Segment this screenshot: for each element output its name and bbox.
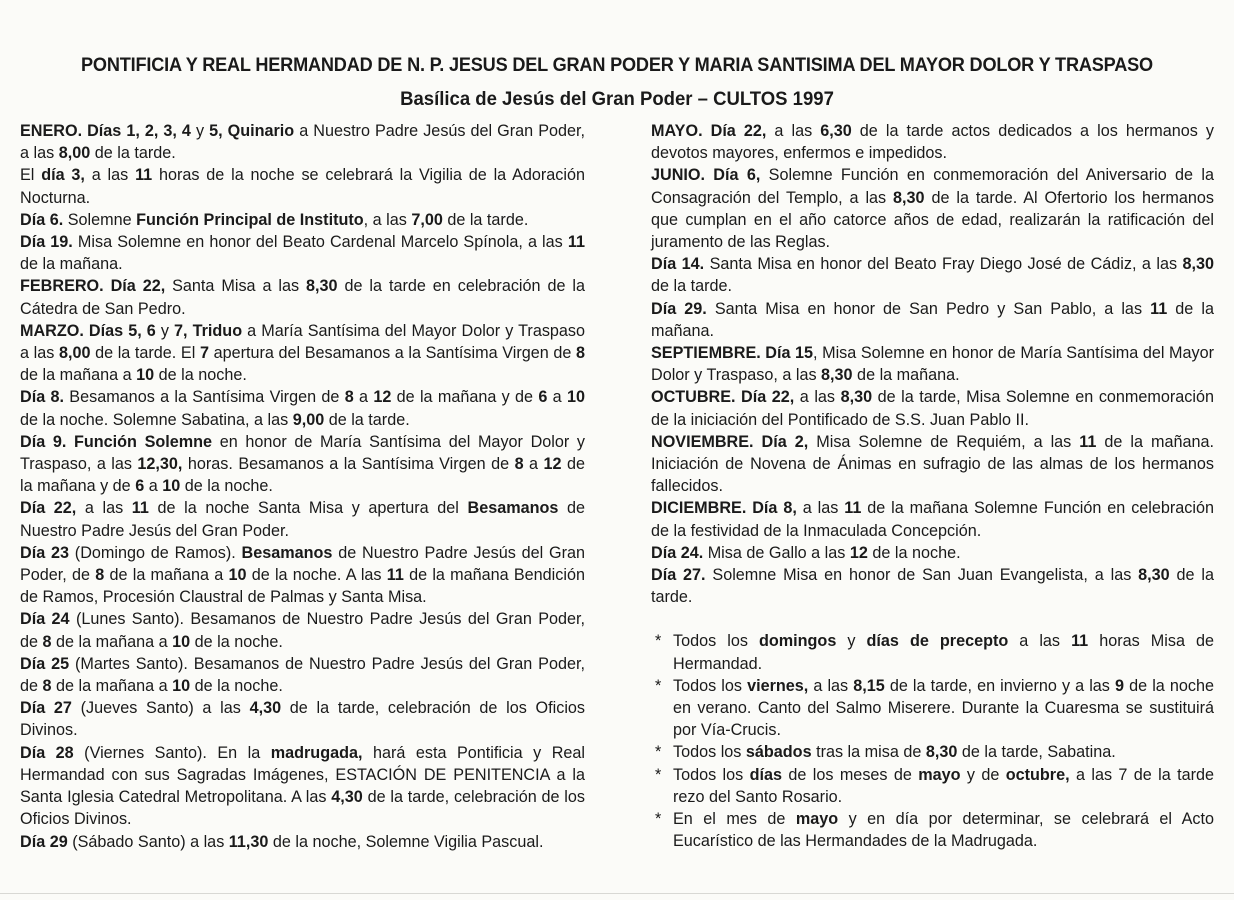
emphasis-text: días de precepto: [866, 632, 1009, 651]
body-text: Todos los: [673, 632, 759, 651]
emphasis-text: SEPTIEMBRE. Día 15: [651, 344, 814, 363]
body-text: Solemne: [63, 210, 137, 229]
emphasis-text: viernes,: [747, 676, 809, 695]
body-text: y en día por determinar, se celebrará el Acto Eucarístico de las Hermandades de la Madrugada.: [673, 810, 1214, 851]
body-text: de la noche.: [190, 677, 283, 696]
schedule-entry: [20, 386, 585, 430]
emphasis-text: 8: [42, 677, 52, 696]
body-text: de la noche Santa Misa y apertura del: [148, 499, 468, 518]
schedule-entry: [651, 164, 1214, 253]
body-text: a las: [808, 676, 854, 695]
body-text: Santa Misa en honor del Beato Fray Diego José de Cádiz, a las: [704, 255, 1183, 274]
note-item: [651, 808, 1214, 852]
body-text: hará esta Pontificia y Real Hermandad con sus Sagradas Imágenes, ESTACIÓN DE PENITENCIA a la Santa Iglesia Catedral Metropolitana. A las: [20, 743, 585, 807]
emphasis-text: Función Principal de Instituto: [136, 210, 364, 229]
body-text: de la mañana y de: [20, 455, 585, 496]
body-text: a las: [84, 166, 136, 185]
emphasis-text: Día 23: [20, 543, 69, 562]
asterisk-marker: *: [655, 743, 662, 762]
body-text: de la tarde, celebración de los Oficios Divinos.: [20, 699, 586, 740]
emphasis-text: MARZO. Días 5, 6: [20, 321, 156, 340]
body-text: a las: [76, 499, 132, 518]
emphasis-text: 11: [567, 233, 585, 252]
emphasis-text: 8,30: [840, 388, 873, 407]
note-item: [651, 764, 1214, 808]
emphasis-text: 11: [1150, 299, 1168, 318]
body-text: Santa Misa a las: [165, 277, 307, 296]
body-text: El: [20, 166, 42, 185]
document-title: PONTIFICIA Y REAL HERMANDAD DE N. P. JESUS DEL GRAN PODER Y MARIA SANTISIMA DEL MAYOR DOLOR Y TRASPASO: [81, 54, 1153, 76]
body-text: a las: [766, 122, 821, 140]
schedule-entry: [651, 564, 1214, 608]
body-text: de la tarde actos dedicados a los hermanos y devotos mayores, enfermos e impedidos.: [651, 122, 1214, 163]
emphasis-text: JUNIO. Día 6,: [651, 166, 761, 185]
emphasis-text: mayo: [918, 765, 961, 784]
body-text: a las: [1008, 632, 1072, 651]
emphasis-text: 4,30: [249, 699, 282, 718]
schedule-entry: [20, 831, 585, 853]
emphasis-text: madrugada,: [270, 743, 363, 762]
schedule-entry: [651, 386, 1214, 430]
schedule-entry: [651, 298, 1214, 342]
body-text: de la tarde, celebración de los Oficios Divinos.: [20, 788, 585, 829]
emphasis-text: FEBRERO. Día 22,: [20, 277, 166, 296]
body-text: de la tarde. Al Ofertorio los hermanos que cumplan en el año catorce años de edad, realizarán la ratificación del juramento de las Reglas.: [651, 188, 1214, 252]
schedule-entry: [651, 120, 1214, 164]
left-column: [20, 120, 585, 853]
emphasis-text: 12: [849, 543, 868, 562]
emphasis-text: 10: [566, 388, 585, 407]
body-text: y: [190, 122, 210, 140]
body-text: de la tarde.: [324, 410, 410, 429]
document-subtitle: Basílica de Jesús del Gran Poder – CULTOS 1997: [400, 88, 834, 110]
emphasis-text: Día 25: [20, 654, 70, 673]
emphasis-text: 11: [135, 166, 153, 185]
emphasis-text: 10: [162, 477, 181, 496]
schedule-entry: [651, 431, 1214, 498]
body-text: a: [523, 455, 544, 474]
emphasis-text: Día 24: [20, 610, 70, 629]
schedule-entry: [20, 275, 585, 319]
body-text: de la noche, Solemne Vigilia Pascual.: [268, 832, 544, 851]
emphasis-text: domingos: [758, 632, 837, 651]
body-text: en honor de María Santísima del Mayor Dolor y Traspaso, a las: [20, 432, 585, 474]
emphasis-text: 12: [543, 455, 562, 474]
body-text: apertura del Besamanos a la Santísima Virgen de: [208, 344, 576, 363]
emphasis-text: 7: [199, 344, 209, 363]
note-item: [651, 741, 1214, 763]
emphasis-text: Día 14.: [651, 255, 705, 274]
emphasis-text: 9: [1115, 676, 1125, 695]
emphasis-text: Día 22,: [20, 499, 77, 518]
body-text: de la tarde.: [651, 277, 732, 296]
emphasis-text: Día 8.: [20, 388, 64, 407]
body-text: de la tarde, Sabatina.: [957, 743, 1116, 762]
body-text: de la mañana a: [51, 677, 173, 696]
schedule-entry: [20, 231, 585, 275]
emphasis-text: 9,00: [292, 410, 325, 429]
emphasis-text: Día 28: [20, 743, 74, 762]
body-text: de Nuestro Padre Jesús del Gran Poder.: [20, 499, 585, 540]
body-text: de la tarde.: [90, 144, 176, 163]
schedule-entry: [20, 742, 585, 831]
schedule-entry: [20, 431, 585, 498]
body-text: de la tarde.: [651, 566, 1214, 607]
emphasis-text: 8,00: [58, 344, 91, 363]
emphasis-text: MAYO. Día 22,: [651, 122, 767, 140]
emphasis-text: 8,30: [925, 743, 958, 762]
body-text: Todos los: [673, 676, 748, 695]
body-text: a las 7 de la tarde rezo del Santo Rosario.: [673, 765, 1215, 806]
emphasis-text: Día 29.: [651, 299, 707, 318]
body-text: a las: [794, 388, 841, 407]
schedule-entry: [20, 697, 585, 741]
body-text: horas. Besamanos a la Santísima Virgen de: [182, 455, 515, 474]
emphasis-text: Besamanos: [241, 543, 333, 562]
emphasis-text: 8,30: [893, 188, 925, 207]
body-text: de la mañana Bendición de Ramos, Procesión Claustral de Palmas y Santa Misa.: [20, 566, 585, 607]
note-item: [651, 630, 1214, 674]
emphasis-text: 8: [514, 455, 524, 474]
body-text: Misa de Gallo a las: [703, 543, 850, 562]
body-text: de la tarde, Misa Solemne en conmemoración de la iniciación del Pontificado de S.S. Juan Pablo II.: [651, 388, 1214, 429]
body-text: Misa Solemne en honor del Beato Cardenal Marcelo Spínola, a las: [72, 233, 568, 252]
body-text: de la noche. Solemne Sabatina, a las: [20, 410, 293, 429]
schedule-entry: [20, 497, 585, 541]
right-column: [651, 120, 1214, 853]
emphasis-text: Día 9. Función Solemne: [20, 432, 213, 451]
schedule-entry: [651, 342, 1214, 386]
emphasis-text: 10: [136, 366, 155, 385]
emphasis-text: 11: [1071, 632, 1089, 651]
body-text: En el mes de: [673, 810, 796, 829]
body-text: horas Misa de Hermandad.: [673, 632, 1215, 673]
body-text: a: [144, 477, 163, 496]
emphasis-text: 8: [344, 388, 354, 407]
emphasis-text: NOVIEMBRE. Día 2,: [651, 432, 809, 451]
emphasis-text: ENERO. Días 1, 2, 3, 4: [20, 122, 191, 140]
schedule-entry: [651, 253, 1214, 297]
body-text: de Nuestro Padre Jesús del Gran Poder, de: [20, 543, 585, 585]
body-text: , a las: [363, 210, 412, 229]
emphasis-text: 7,00: [411, 210, 443, 229]
body-text: de la mañana Solemne Función en celebración de la festividad de la Inmaculada Concepción.: [651, 499, 1214, 540]
emphasis-text: 10: [172, 632, 191, 651]
emphasis-text: 8,30: [1138, 566, 1170, 585]
body-text: Besamanos a la Santísima Virgen de: [64, 388, 345, 407]
body-text: Solemne Función en conmemoración del Aniversario de la Consagración del Templo, a las: [651, 166, 1214, 207]
emphasis-text: Día 19.: [20, 233, 73, 252]
emphasis-text: 8: [95, 566, 105, 585]
body-text: de la tarde. El: [90, 344, 200, 363]
emphasis-text: Día 6.: [20, 210, 64, 229]
emphasis-text: 10: [228, 566, 247, 585]
body-text: a Nuestro Padre Jesús del Gran Poder, a las: [20, 122, 585, 163]
emphasis-text: 4,30: [331, 788, 363, 807]
schedule-entry: [20, 164, 585, 208]
emphasis-text: Día 27.: [651, 566, 706, 585]
body-text: a las: [796, 499, 845, 518]
emphasis-text: octubre,: [1005, 765, 1070, 784]
body-text: (Domingo de Ramos).: [69, 543, 242, 562]
body-text: de la mañana.: [20, 255, 123, 274]
emphasis-text: día 3,: [41, 166, 85, 185]
body-text: de la noche. A las: [246, 566, 387, 585]
body-text: Misa Solemne de Requiém, a las: [808, 432, 1080, 451]
body-text: de la tarde, en invierno y a las: [884, 676, 1115, 695]
emphasis-text: 11,30: [228, 832, 269, 851]
body-text: de la noche.: [867, 543, 961, 562]
emphasis-text: 6: [135, 477, 145, 496]
emphasis-text: Besamanos: [467, 499, 559, 518]
asterisk-marker: *: [655, 810, 662, 829]
asterisk-marker: *: [655, 632, 662, 651]
asterisk-marker: *: [655, 765, 662, 784]
emphasis-text: 5, Quinario: [209, 122, 295, 140]
emphasis-text: 6: [538, 388, 548, 407]
body-text: y de: [960, 765, 1006, 784]
emphasis-text: OCTUBRE. Día 22,: [651, 388, 795, 407]
emphasis-text: 8: [575, 344, 585, 363]
body-text: de la tarde en celebración de la Cátedra de San Pedro.: [20, 277, 585, 318]
body-text: (Jueves Santo) a las: [71, 699, 250, 718]
schedule-entry: [20, 120, 585, 164]
body-text: (Lunes Santo). Besamanos de Nuestro Padre Jesús del Gran Poder, de: [20, 610, 585, 651]
body-text: de la mañana a: [51, 632, 173, 651]
body-text: Santa Misa en honor de San Pedro y San Pablo, a las: [706, 299, 1151, 318]
body-text: de la mañana a: [20, 366, 137, 385]
emphasis-text: 8,00: [58, 144, 91, 163]
emphasis-text: DICIEMBRE. Día 8,: [651, 499, 797, 518]
body-text: a María Santísima del Mayor Dolor y Traspaso a las: [20, 321, 586, 363]
emphasis-text: 11: [131, 499, 149, 518]
emphasis-text: 8,30: [821, 366, 853, 385]
body-text: de la mañana y de: [391, 388, 539, 407]
emphasis-text: Día 29: [20, 832, 68, 851]
emphasis-text: 8,15: [853, 676, 885, 695]
body-text: Todos los: [673, 743, 746, 762]
body-text: de la noche.: [180, 477, 273, 496]
schedule-entry: [20, 653, 585, 697]
body-text: de la noche en verano. Canto del Salmo Miserere. Durante la Cuaresma se sustituirá por Vía-Crucis.: [673, 676, 1214, 740]
emphasis-text: Día 27: [20, 699, 72, 718]
emphasis-text: sábados: [745, 743, 812, 762]
page-fold-line: [0, 893, 1234, 894]
asterisk-marker: *: [655, 676, 662, 695]
schedule-entry: [651, 542, 1214, 564]
body-text: y: [836, 632, 867, 651]
body-text: (Sábado Santo) a las: [67, 832, 229, 851]
body-text: de la mañana. Iniciación de Novena de Ánimas en sufragio de las almas de los hermanos fallecidos.: [651, 432, 1215, 496]
body-text: a: [547, 388, 567, 407]
emphasis-text: 8,30: [1182, 255, 1214, 274]
body-text: de la mañana.: [852, 366, 960, 385]
emphasis-text: 12: [373, 388, 392, 407]
schedule-entry: [20, 608, 585, 652]
body-text: y: [155, 321, 175, 340]
schedule-entry: [20, 320, 585, 387]
schedule-entry: [20, 542, 585, 609]
schedule-entry: [20, 209, 585, 231]
body-text: tras la misa de: [811, 743, 926, 762]
body-text: horas de la noche se celebrará la Vigilia de la Adoración Nocturna.: [20, 166, 585, 207]
body-text: de la noche.: [154, 366, 247, 385]
emphasis-text: 8: [42, 632, 52, 651]
emphasis-text: 10: [172, 677, 191, 696]
emphasis-text: 11: [844, 499, 862, 518]
body-text: de la tarde.: [442, 210, 529, 229]
body-text: de la noche.: [190, 632, 283, 651]
body-text: de los meses de: [782, 765, 919, 784]
body-text: (Martes Santo). Besamanos de Nuestro Padre Jesús del Gran Poder, de: [20, 654, 585, 696]
emphasis-text: 12,30,: [137, 455, 183, 474]
body-text: de la mañana.: [651, 299, 1214, 340]
emphasis-text: 7, Triduo: [174, 321, 243, 340]
column-spacer: [651, 608, 1214, 630]
body-text: de la mañana a: [104, 566, 229, 585]
body-text: a: [353, 388, 374, 407]
body-text: Todos los: [673, 765, 750, 784]
body-text: Solemne Misa en honor de San Juan Evangelista, a las: [705, 566, 1139, 585]
body-text: (Viernes Santo). En la: [73, 743, 271, 762]
emphasis-text: mayo: [795, 810, 839, 829]
emphasis-text: 8,30: [306, 277, 338, 296]
note-item: [651, 675, 1214, 742]
emphasis-text: días: [749, 765, 783, 784]
schedule-entry: [651, 497, 1214, 541]
emphasis-text: 11: [386, 566, 404, 585]
emphasis-text: 11: [1079, 432, 1097, 451]
body-text: , Misa Solemne en honor de María Santísima del Mayor Dolor y Traspaso, a las: [651, 344, 1214, 385]
emphasis-text: 6,30: [820, 122, 852, 140]
emphasis-text: Día 24.: [651, 543, 704, 562]
